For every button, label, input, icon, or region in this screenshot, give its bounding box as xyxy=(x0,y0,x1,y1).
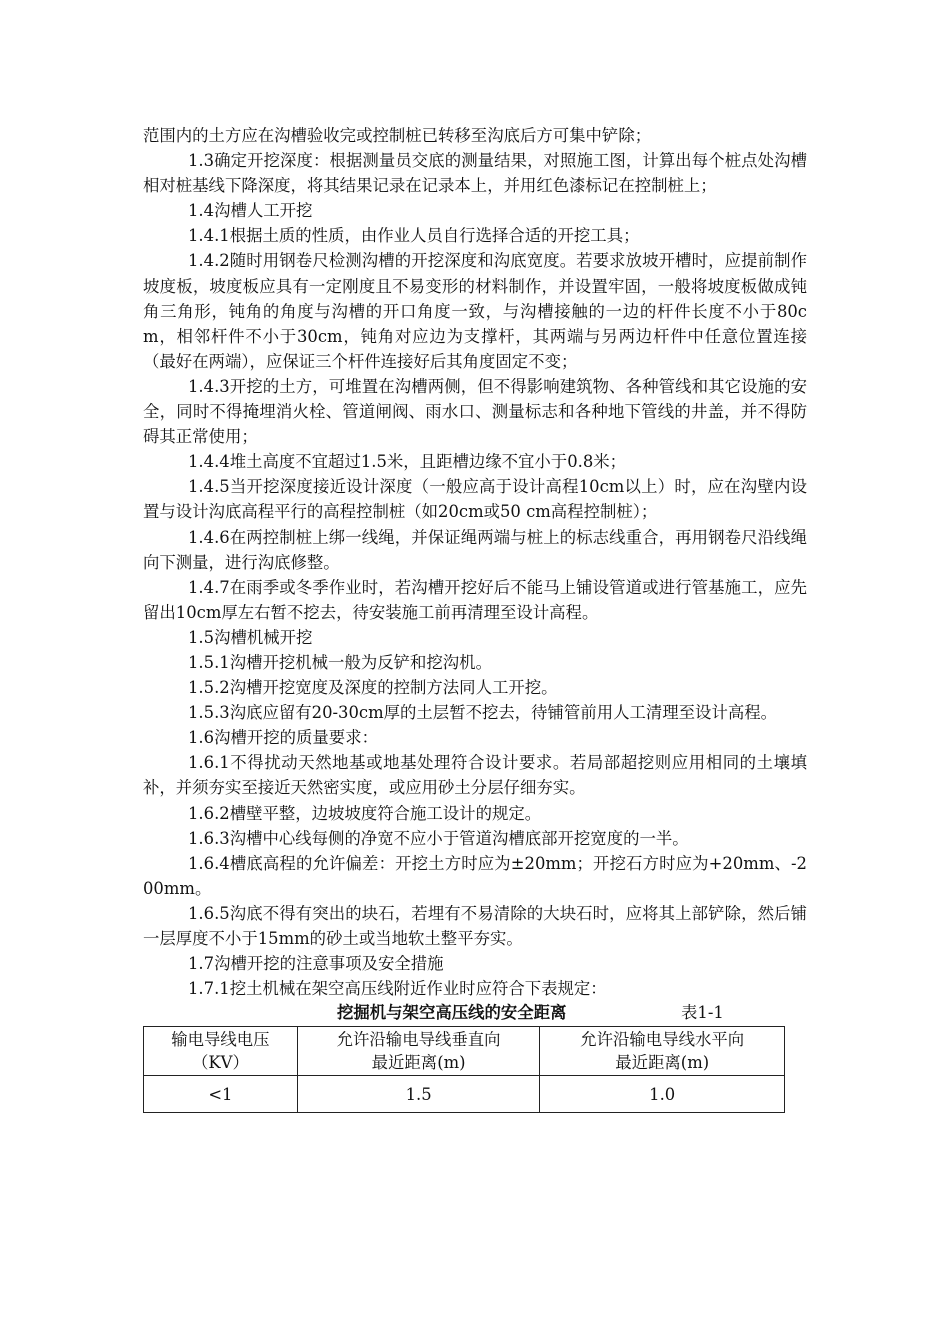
paragraph: 1.7.1挖土机械在架空高压线附近作业时应符合下表规定： xyxy=(188,979,607,999)
paragraph: 1.7沟槽开挖的注意事项及安全措施 xyxy=(188,954,444,974)
header-vertical-distance xyxy=(297,1027,540,1076)
safety-distance-table xyxy=(143,1026,785,1113)
cell-horizontal-distance: 1.0 xyxy=(540,1076,785,1113)
paragraph: 1.4.1根据土质的性质，由作业人员自行选择合适的开挖工具； xyxy=(188,226,640,246)
header-horizontal-distance xyxy=(540,1027,785,1076)
paragraph: 1.4.7在雨季或冬季作业时，若沟槽开挖好后不能马上铺设管道或进行管基施工，应先留出10cm厚左右暂不挖去，待安装施工前再清理至设计高程。 xyxy=(143,577,807,622)
header-horizontal-line2: 最近距离(m) xyxy=(615,1053,710,1073)
table-header-row xyxy=(144,1027,785,1076)
paragraph: 1.6.2槽壁平整，边坡坡度符合施工设计的规定。 xyxy=(188,803,542,823)
document-page xyxy=(143,123,807,1113)
header-vertical-line2: 最近距离(m) xyxy=(371,1053,466,1073)
header-voltage-line1: 输电导线电压 xyxy=(171,1030,270,1050)
header-voltage-line2: （KV） xyxy=(191,1053,249,1073)
paragraph: 1.3确定开挖深度：根据测量员交底的测量结果，对照施工图，计算出每个桩点处沟槽相对桩基线下降深度，将其结果记录在记录本上，并用红色漆标记在控制桩上； xyxy=(143,151,807,196)
table-row xyxy=(144,1076,785,1113)
table-title: 挖掘机与架空高压线的安全距离 xyxy=(337,1003,567,1023)
paragraph: 1.4沟槽人工开挖 xyxy=(188,201,313,221)
cell-voltage: <1 xyxy=(144,1076,298,1113)
header-vertical-line1: 允许沿输电导线垂直向 xyxy=(336,1030,501,1050)
paragraph: 1.4.6在两控制桩上绑一线绳，并保证绳两端与桩上的标志线重合，再用钢卷尺沿线绳向下测量，进行沟底修整。 xyxy=(143,527,807,572)
header-voltage xyxy=(144,1027,298,1076)
cell-vertical-distance: 1.5 xyxy=(297,1076,540,1113)
paragraph: 1.6沟槽开挖的质量要求： xyxy=(188,728,378,748)
paragraph: 1.5.2沟槽开挖宽度及深度的控制方法同人工开挖。 xyxy=(188,678,558,698)
paragraph: 1.4.4堆土高度不宜超过1.5米，且距槽边缘不宜小于0.8米； xyxy=(188,452,627,472)
paragraph: 1.6.4槽底高程的允许偏差：开挖土方时应为±20mm；开挖石方时应为+20mm、-200mm。 xyxy=(143,853,807,898)
paragraph: 1.5.1沟槽开挖机械一般为反铲和挖沟机。 xyxy=(188,652,492,672)
paragraph: 1.6.3沟槽中心线每侧的净宽不应小于管道沟槽底部开挖宽度的一半。 xyxy=(188,828,689,848)
header-horizontal-line1: 允许沿输电导线水平向 xyxy=(580,1030,745,1050)
paragraph: 1.4.5当开挖深度接近设计深度（一般应高于设计高程10cm以上）时，应在沟壁内设置与设计沟底高程平行的高程控制桩（如20cm或50 cm高程控制桩）； xyxy=(143,477,807,522)
paragraph: 1.6.5沟底不得有突出的块石，若埋有不易清除的大块石时，应将其上部铲除，然后铺一层厚度不小于15mm的砂土或当地软土整平夯实。 xyxy=(143,903,807,948)
paragraph: 范围内的土方应在沟槽验收完或控制桩已转移至沟底后方可集中铲除； xyxy=(143,126,652,145)
table-number: 表1-1 xyxy=(681,1003,724,1023)
paragraph: 1.5.3沟底应留有20-30cm厚的土层暂不挖去，待铺管前用人工清理至设计高程。 xyxy=(188,703,778,723)
table-caption xyxy=(143,1002,807,1026)
body-text xyxy=(143,123,807,1001)
paragraph: 1.4.3开挖的土方，可堆置在沟槽两侧，但不得影响建筑物、各种管线和其它设施的安全，同时不得掩埋消火栓、管道闸阀、雨水口、测量标志和各种地下管线的井盖，并不得防碍其正常使用； xyxy=(143,376,807,447)
paragraph: 1.6.1不得扰动天然地基或地基处理符合设计要求。若局部超挖则应用相同的土壤填补，并须夯实至接近天然密实度，或应用砂土分层仔细夯实。 xyxy=(143,753,807,798)
paragraph: 1.5沟槽机械开挖 xyxy=(188,627,313,647)
paragraph: 1.4.2随时用钢卷尺检测沟槽的开挖深度和沟底宽度。若要求放坡开槽时，应提前制作坡度板，坡度板应具有一定刚度且不易变形的材料制作，并设置牢固，一般将坡度板做成钝角三角形，钝角的角度与沟槽的开口角度一致，与沟槽接触的一边的杆件长度不小于80cm，相邻杆件不小于30cm，钝角对应边为支撑杆，其两端与另两边杆件中任意位置连接（最好在两端），应保证三个杆件连接好后其角度固定不变； xyxy=(143,251,807,371)
